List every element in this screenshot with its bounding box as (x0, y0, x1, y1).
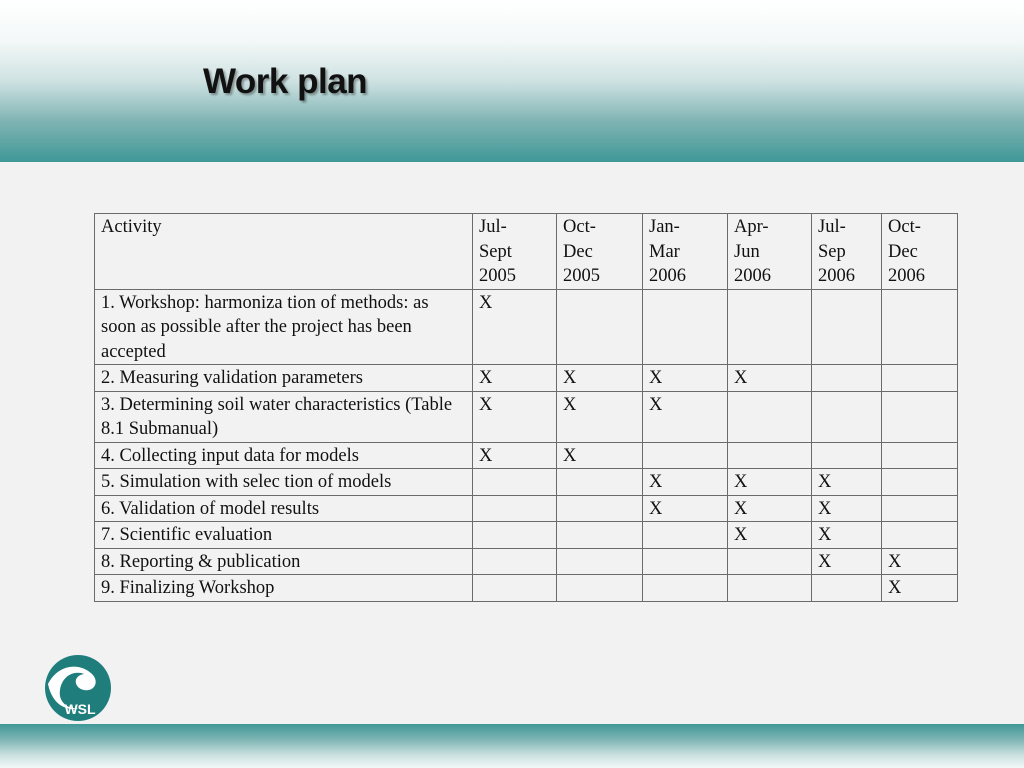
header-band (0, 0, 1024, 162)
mark-cell: X (728, 522, 812, 549)
mark-cell: X (812, 522, 882, 549)
table-row (95, 575, 958, 602)
mark-cell: X (812, 495, 882, 522)
mark-cell (812, 289, 882, 365)
activity-cell: 7. Scientific evaluation (95, 522, 473, 549)
period-header (557, 214, 643, 290)
mark-cell (557, 469, 643, 496)
mark-cell: X (728, 469, 812, 496)
mark-cell: X (557, 442, 643, 469)
mark-cell: X (812, 469, 882, 496)
table-row (95, 391, 958, 442)
period-line: 2006 (734, 266, 771, 286)
slide-title: Work plan (203, 62, 368, 101)
period-line: Jan- (649, 217, 680, 237)
activity-cell: 9. Finalizing Workshop (95, 575, 473, 602)
period-header (473, 214, 557, 290)
activity-cell: 6. Validation of model results (95, 495, 473, 522)
activity-cell: 8. Reporting & publication (95, 548, 473, 575)
mark-cell (557, 495, 643, 522)
mark-cell: X (728, 495, 812, 522)
mark-cell (812, 575, 882, 602)
mark-cell: X (882, 575, 958, 602)
mark-cell (473, 522, 557, 549)
mark-cell: X (557, 365, 643, 392)
period-line: Jul- (818, 217, 846, 237)
period-header (882, 214, 958, 290)
mark-cell (882, 469, 958, 496)
table-header-row (95, 214, 958, 290)
period-header (812, 214, 882, 290)
mark-cell (473, 469, 557, 496)
table-row (95, 548, 958, 575)
mark-cell (643, 289, 728, 365)
mark-cell (882, 391, 958, 442)
table-row (95, 495, 958, 522)
activity-cell: 4. Collecting input data for models (95, 442, 473, 469)
activity-cell: 3. Determining soil water characteristics (Table 8.1 Submanual) (95, 391, 473, 442)
mark-cell: X (473, 365, 557, 392)
table-row (95, 469, 958, 496)
table-row (95, 522, 958, 549)
period-line: 2005 (479, 266, 516, 286)
table-row (95, 365, 958, 392)
mark-cell (728, 575, 812, 602)
mark-cell: X (643, 469, 728, 496)
mark-cell: X (643, 365, 728, 392)
mark-cell (882, 365, 958, 392)
mark-cell: X (643, 391, 728, 442)
mark-cell: X (728, 365, 812, 392)
period-line: Sept (479, 241, 512, 262)
wsl-logo (44, 654, 112, 722)
period-line: Sep (818, 241, 846, 262)
mark-cell (882, 289, 958, 365)
mark-cell (882, 495, 958, 522)
mark-cell (728, 289, 812, 365)
mark-cell: X (557, 391, 643, 442)
mark-cell (643, 575, 728, 602)
work-plan-table (94, 213, 958, 602)
mark-cell (882, 442, 958, 469)
period-header (643, 214, 728, 290)
mark-cell (643, 548, 728, 575)
mark-cell: X (643, 495, 728, 522)
mark-cell (812, 442, 882, 469)
period-line: 2006 (649, 266, 686, 286)
mark-cell (643, 522, 728, 549)
mark-cell (643, 442, 728, 469)
period-line: Jul- (479, 217, 507, 237)
mark-cell (812, 365, 882, 392)
period-line: 2006 (818, 266, 855, 286)
period-line: Oct- (563, 217, 596, 237)
wsl-logo-icon (44, 654, 112, 722)
activity-cell: 5. Simulation with selec tion of models (95, 469, 473, 496)
mark-cell: X (812, 548, 882, 575)
mark-cell (728, 391, 812, 442)
mark-cell (728, 442, 812, 469)
mark-cell: X (473, 289, 557, 365)
mark-cell (557, 548, 643, 575)
period-line: Apr- (734, 217, 769, 237)
period-line: Dec (563, 241, 593, 262)
period-line: 2006 (888, 266, 925, 286)
mark-cell: X (882, 548, 958, 575)
mark-cell (557, 575, 643, 602)
activity-cell: 1. Workshop: harmoniza tion of methods: as soon as possible after the project has been accepted (95, 289, 473, 365)
mark-cell (473, 548, 557, 575)
activity-cell: 2. Measuring validation parameters (95, 365, 473, 392)
mark-cell (812, 391, 882, 442)
mark-cell (557, 289, 643, 365)
mark-cell: X (473, 442, 557, 469)
mark-cell (882, 522, 958, 549)
period-line: Oct- (888, 217, 921, 237)
period-line: Mar (649, 241, 680, 262)
logo-text: WSL (64, 701, 96, 717)
period-header (728, 214, 812, 290)
period-line: Jun (734, 241, 760, 262)
table-row (95, 289, 958, 365)
period-line: 2005 (563, 266, 600, 286)
activity-header: Activity (95, 214, 473, 290)
mark-cell (473, 495, 557, 522)
footer-band (0, 724, 1024, 768)
mark-cell (473, 575, 557, 602)
table-row (95, 442, 958, 469)
period-line: Dec (888, 241, 918, 262)
mark-cell: X (473, 391, 557, 442)
mark-cell (728, 548, 812, 575)
mark-cell (557, 522, 643, 549)
